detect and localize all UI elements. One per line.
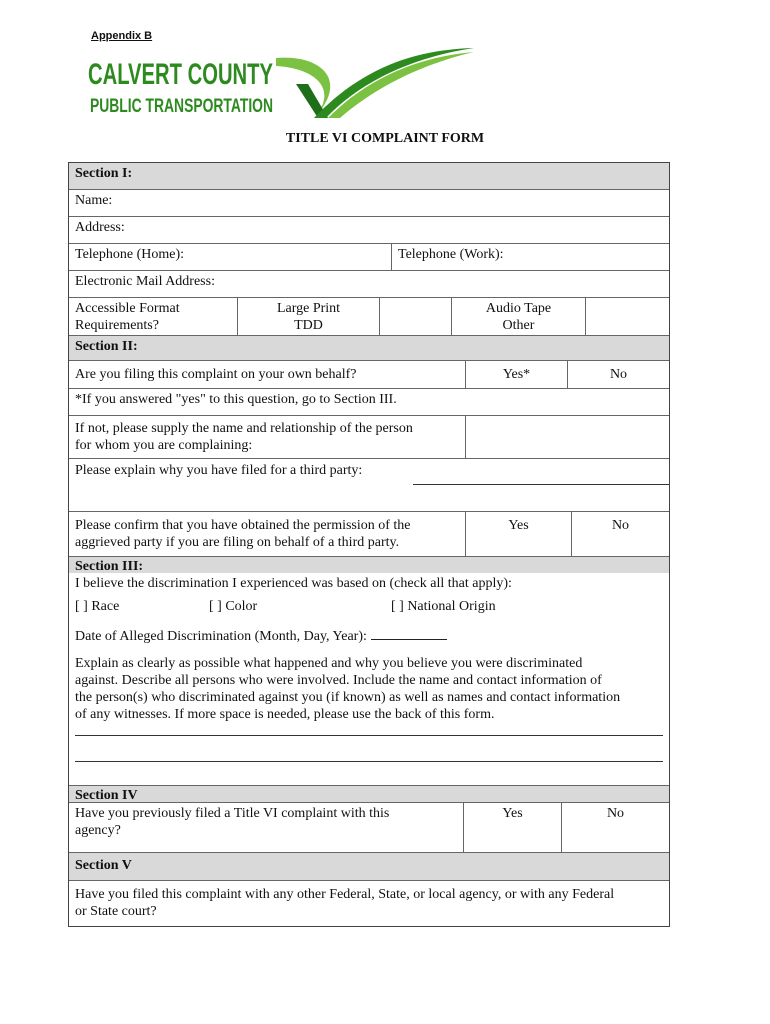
if-not-line1: If not, please supply the name and relationship of the person <box>75 421 413 436</box>
section-4-block <box>69 786 669 853</box>
section-4-row <box>69 802 669 852</box>
permission-line1: Please confirm that you have obtained the permission of the <box>75 518 411 533</box>
explain-answer-line2[interactable] <box>75 761 663 762</box>
third-party-reason-line <box>413 484 669 485</box>
basis-options <box>69 594 669 618</box>
date-label: Date of Alleged Discrimination (Month, Day, Year): <box>75 629 367 644</box>
logo-line1: CALVERT COUNTY <box>88 58 273 91</box>
previous-complaint-yes[interactable]: Yes <box>463 803 561 852</box>
telephone-home-field[interactable]: Telephone (Home): <box>75 247 185 262</box>
section-3-block <box>69 557 669 786</box>
other-label: Other <box>502 318 535 333</box>
own-behalf-yes[interactable]: Yes* <box>465 361 567 388</box>
permission-no[interactable]: No <box>571 512 669 556</box>
section-4-heading: Section IV <box>69 786 669 802</box>
third-party-reason-label: Please explain why you have filed for a third party: <box>75 463 363 478</box>
name-field[interactable]: Name: <box>69 190 669 217</box>
tdd-label: TDD <box>294 318 323 333</box>
if-not-label <box>69 416 465 458</box>
email-field[interactable]: Electronic Mail Address: <box>69 271 669 298</box>
own-behalf-row <box>69 361 669 389</box>
telephone-work-field[interactable]: Telephone (Work): <box>391 244 669 270</box>
third-party-reason-row[interactable] <box>69 459 669 512</box>
accessible-format-label-line1: Accessible Format <box>75 301 180 316</box>
own-behalf-question: Are you filing this complaint on your own behalf? <box>75 367 357 382</box>
logo-line2: PUBLIC TRANSPORTATION <box>90 96 273 117</box>
logo-swoosh-check-right <box>314 48 474 118</box>
section-1-heading: Section I: <box>69 163 669 190</box>
explain-answer-line1[interactable] <box>75 735 663 736</box>
explain-text <box>69 647 669 725</box>
color-checkbox[interactable]: [ ] Color <box>209 599 258 614</box>
previous-complaint-no[interactable]: No <box>561 803 669 852</box>
date-row <box>69 618 669 647</box>
previous-complaint-line1: Have you previously filed a Title VI complaint with this <box>75 806 390 821</box>
complaint-form-table <box>68 162 670 927</box>
explain-line4: of any witnesses. If more space is needed, please use the back of this form. <box>75 707 495 722</box>
race-checkbox[interactable]: [ ] Race <box>75 599 120 614</box>
previous-complaint-question <box>69 803 463 852</box>
format-options-right <box>451 298 585 335</box>
if-not-row <box>69 416 669 459</box>
third-party-name-field[interactable] <box>465 416 669 458</box>
format-checkbox-right[interactable] <box>585 298 669 335</box>
format-options-left <box>237 298 379 335</box>
other-agency-line1: Have you filed this complaint with any other Federal, State, or local agency, or with any Federal <box>75 887 615 902</box>
form-title: TITLE VI COMPLAINT FORM <box>285 131 485 146</box>
section-3-heading: Section III: <box>69 557 669 573</box>
own-behalf-no[interactable]: No <box>567 361 669 388</box>
explain-line1: Explain as clearly as possible what happened and why you believe you were discriminated <box>75 656 583 671</box>
appendix-label: Appendix B <box>91 30 153 42</box>
telephone-row <box>69 244 669 271</box>
permission-label <box>69 512 465 556</box>
previous-complaint-line2: agency? <box>75 823 121 838</box>
accessible-format-label <box>69 298 237 335</box>
discrimination-basis: I believe the discrimination I experienced was based on (check all that apply): <box>75 576 512 591</box>
section-5-heading: Section V <box>69 853 669 881</box>
audio-tape-label: Audio Tape <box>485 301 552 316</box>
permission-row <box>69 512 669 557</box>
accessible-format-label-line2: Requirements? <box>75 318 159 333</box>
explain-line2: against. Describe all persons who were involved. Include the name and contact information of <box>75 673 602 688</box>
national-origin-checkbox[interactable]: [ ] National Origin <box>391 599 496 614</box>
calvert-county-logo <box>88 44 478 120</box>
large-print-label: Large Print <box>276 301 341 316</box>
section-2-heading: Section II: <box>69 336 669 361</box>
accessible-format-row <box>69 298 669 336</box>
address-field[interactable]: Address: <box>69 217 669 244</box>
format-checkbox-left[interactable] <box>379 298 451 335</box>
other-agency-line2: or State court? <box>75 904 157 919</box>
date-field[interactable] <box>371 627 447 640</box>
explain-line3: the person(s) who discriminated against you (if known) as well as names and contact information <box>75 690 621 705</box>
if-not-line2: for whom you are complaining: <box>75 438 253 453</box>
permission-yes[interactable]: Yes <box>465 512 571 556</box>
permission-line2: aggrieved party if you are filing on behalf of a third party. <box>75 535 400 550</box>
section-3-note: *If you answered "yes" to this question, go to Section III. <box>69 389 669 416</box>
other-agency-question <box>69 881 669 926</box>
